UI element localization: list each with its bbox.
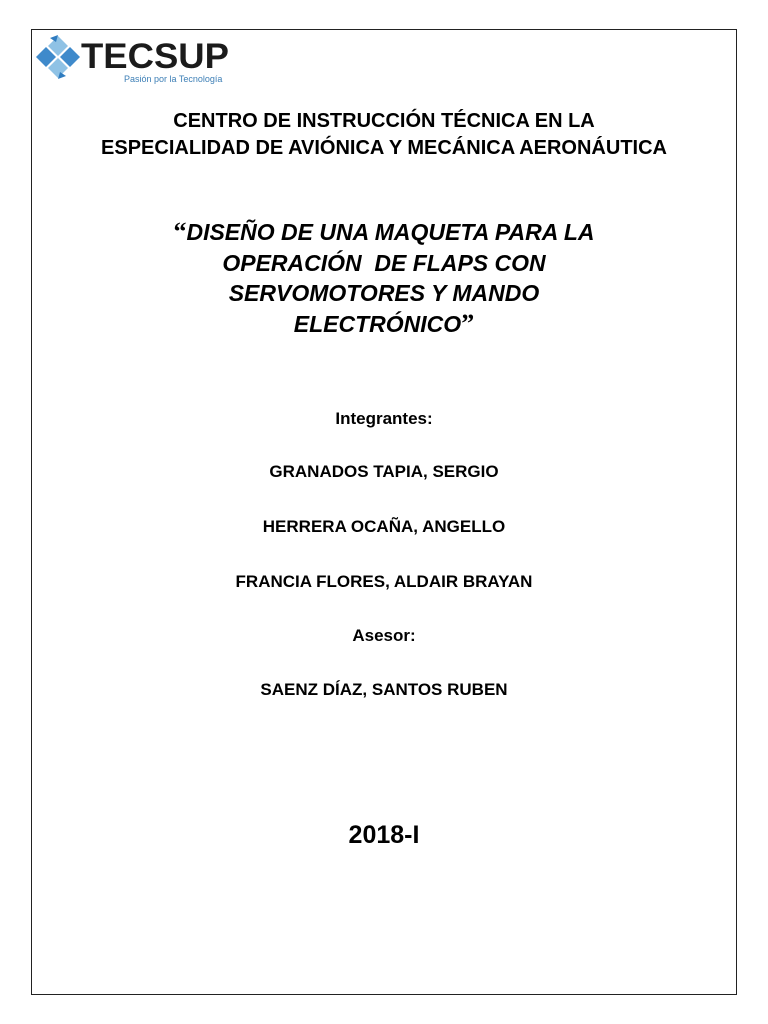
institution-line-1: CENTRO DE INSTRUCCIÓN TÉCNICA EN LA xyxy=(173,110,595,132)
member-name-2: HERRERA OCAÑA, ANGELLO xyxy=(262,517,506,536)
advisor-name: SAENZ DÍAZ, SANTOS RUBEN xyxy=(260,680,508,699)
member-name-3: FRANCIA FLORES, ALDAIR BRAYAN xyxy=(235,572,533,591)
logo-wordmark: TECSUP xyxy=(81,37,229,76)
logo-tagline: Pasión por la Tecnología xyxy=(124,74,223,84)
title-line-1: “DISEÑO DE UNA MAQUETA PARA LA xyxy=(173,217,595,246)
member-name-1: GRANADOS TAPIA, SERGIO xyxy=(269,462,499,481)
academic-term: 2018-I xyxy=(348,821,420,849)
logo-emblem-icon xyxy=(36,35,80,79)
members-heading: Integrantes: xyxy=(335,409,433,428)
title-line-4: ELECTRÓNICO” xyxy=(293,308,475,338)
tecsup-logo xyxy=(36,34,236,88)
advisor-heading: Asesor: xyxy=(352,626,416,645)
title-line-2: OPERACIÓN DE FLAPS CON xyxy=(222,249,546,276)
open-quote: “ xyxy=(173,217,187,246)
close-quote: ” xyxy=(461,308,475,338)
document-title xyxy=(81,217,687,339)
institution-heading xyxy=(31,108,737,162)
title-line-3: SERVOMOTORES Y MANDO xyxy=(228,280,540,306)
institution-line-2: ESPECIALIDAD DE AVIÓNICA Y MECÁNICA AERONÁUTICA xyxy=(101,137,667,159)
